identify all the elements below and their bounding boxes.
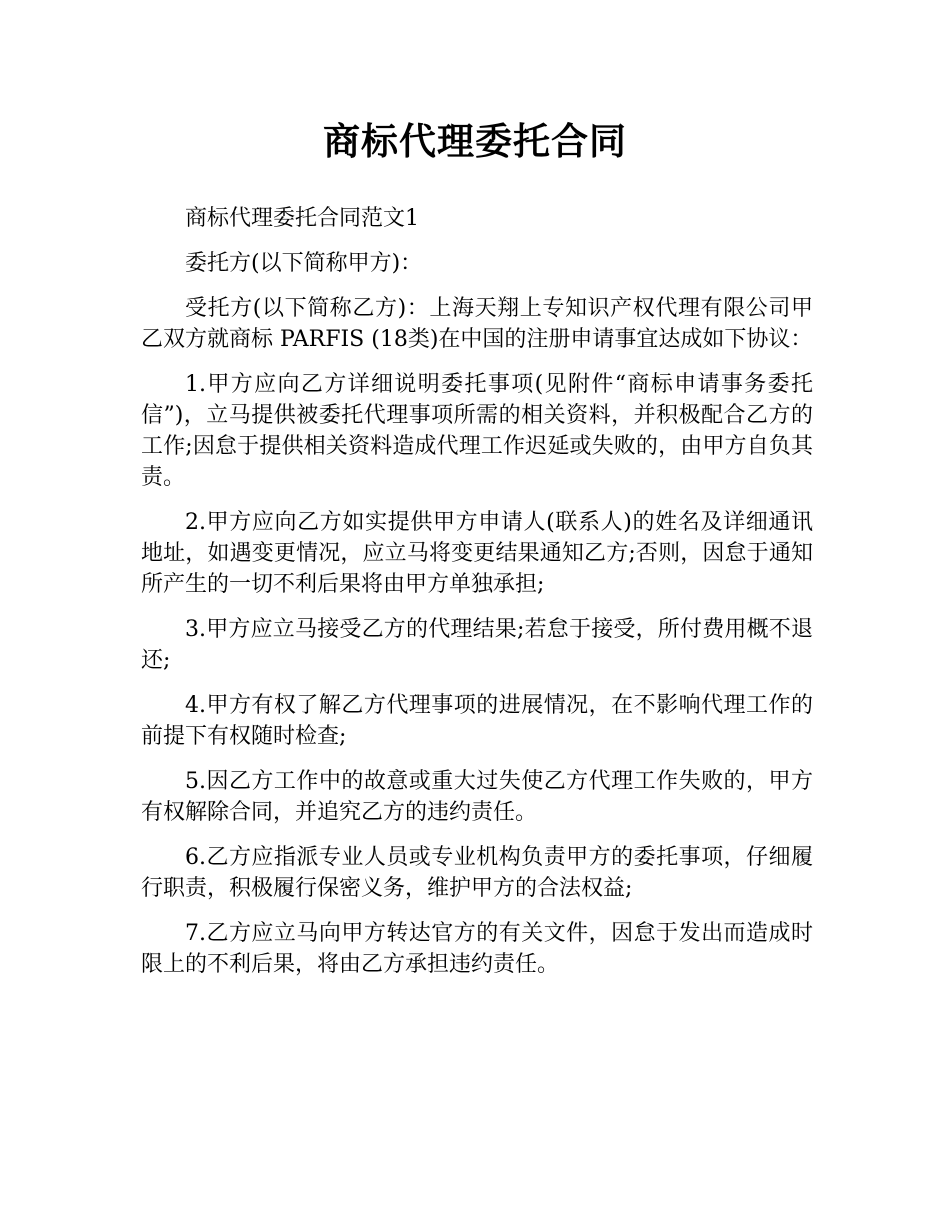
clause-3: 3.甲方应立马接受乙方的代理结果;若怠于接受，所付费用概不退还; xyxy=(141,617,813,673)
clause-2: 2.甲方应向乙方如实提供甲方申请人(联系人)的姓名及详细通讯地址，如遇变更情况，应立马将变更结果通知乙方;否则，因怠于通知所产生的一切不利后果将由甲方单独承担; xyxy=(141,510,813,597)
clause-6: 6.乙方应指派专业人员或专业机构负责甲方的委托事项，仔细履行职责，积极履行保密义务，维护甲方的合法权益; xyxy=(141,845,813,901)
paragraph-template-heading: 商标代理委托合同范文1 xyxy=(185,206,419,231)
document-body xyxy=(141,203,813,994)
document-title: 商标代理委托合同 xyxy=(323,120,627,163)
paragraph-party-a: 委托方(以下简称甲方)： xyxy=(185,251,423,276)
clause-7: 7.乙方应立马向甲方转达官方的有关文件，因怠于发出而造成时限上的不利后果，将由乙方承担违约责任。 xyxy=(141,921,813,977)
clause-4: 4.甲方有权了解乙方代理事项的进展情况，在不影响代理工作的前提下有权随时检查; xyxy=(141,693,813,749)
paragraph-party-b: 受托方(以下简称乙方)：上海天翔上专知识产权代理有限公司甲乙双方就商标 PARFIS (18类)在中国的注册申请事宜达成如下协议： xyxy=(141,296,813,352)
clause-5: 5.因乙方工作中的故意或重大过失使乙方代理工作失败的，甲方有权解除合同，并追究乙方的违约责任。 xyxy=(141,769,813,825)
clause-1: 1.甲方应向乙方详细说明委托事项(见附件“商标申请事务委托信”)，立马提供被委托代理事项所需的相关资料，并积极配合乙方的工作;因怠于提供相关资料造成代理工作迟延或失败的，由甲方自负其责。 xyxy=(141,372,813,490)
